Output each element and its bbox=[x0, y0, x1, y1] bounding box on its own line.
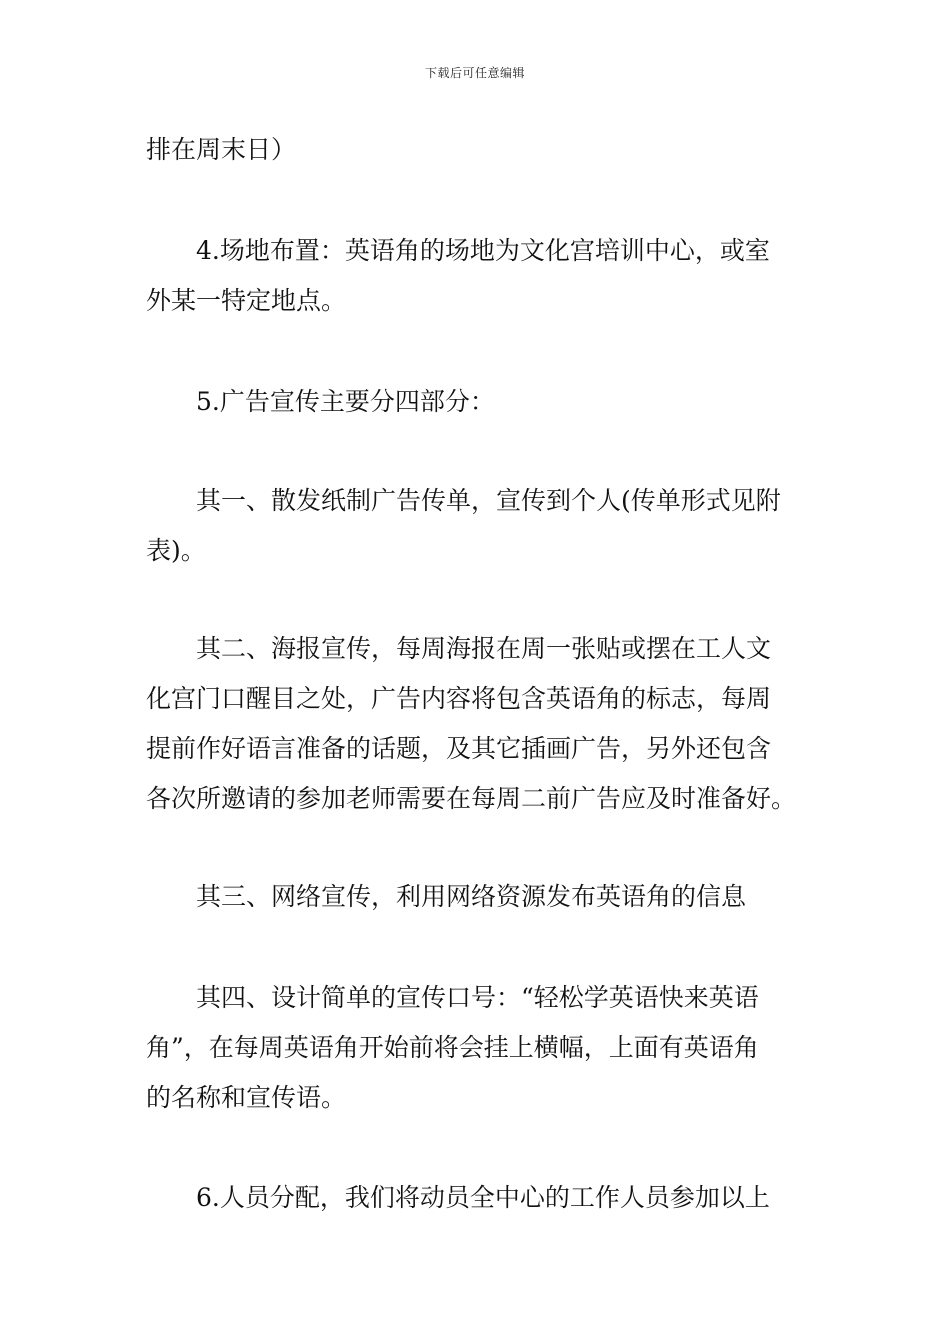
item-2-line-1: 其二、海报宣传，每周海报在周一张贴或摆在工人文 bbox=[196, 634, 772, 663]
paragraph-6-line-1: 6.人员分配，我们将动员全中心的工作人员参加以上 bbox=[196, 1183, 770, 1212]
item-4-line-3: 的名称和宣传语。 bbox=[146, 1083, 347, 1112]
item-2-line-4: 各次所邀请的参加老师需要在每周二前广告应及时准备好。 bbox=[146, 784, 797, 813]
item-1-line-1: 其一、散发纸制广告传单，宣传到个人(传单形式见附 bbox=[196, 486, 781, 515]
paragraph-4-line-1: 4.场地布置：英语角的场地为文化宫培训中心，或室 bbox=[196, 236, 770, 265]
item-4-line-1: 其四、设计简单的宣传口号：“轻松学英语快来英语 bbox=[196, 983, 759, 1012]
paragraph-4-line-2: 外某一特定地点。 bbox=[146, 286, 347, 315]
item-4-line-2: 角”，在每周英语角开始前将会挂上横幅，上面有英语角 bbox=[146, 1033, 759, 1062]
item-1-line-2: 表)。 bbox=[146, 536, 206, 565]
page-header: 下载后可任意编辑 bbox=[424, 66, 525, 80]
text-line: 排在周末日） bbox=[146, 135, 297, 164]
item-2-line-2: 化宫门口醒目之处，广告内容将包含英语角的标志，每周 bbox=[146, 684, 772, 713]
item-3-line-1: 其三、网络宣传，利用网络资源发布英语角的信息 bbox=[196, 882, 747, 911]
item-2-line-3: 提前作好语言准备的话题，及其它插画广告，另外还包含 bbox=[146, 734, 772, 763]
paragraph-5-line-1: 5.广告宣传主要分四部分： bbox=[196, 387, 495, 416]
